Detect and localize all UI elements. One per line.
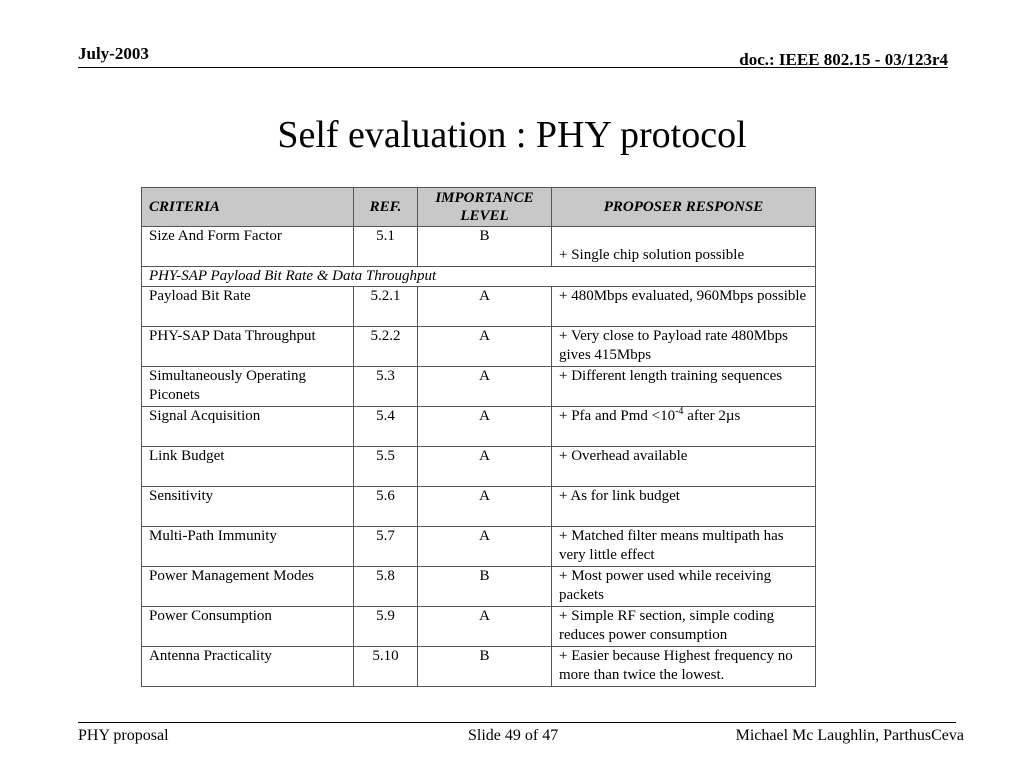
criteria-cell: Link Budget xyxy=(142,447,354,487)
criteria-cell: Multi-Path Immunity xyxy=(142,527,354,567)
slide-number: Slide 49 of 47 xyxy=(468,727,559,744)
ref-cell: 5.6 xyxy=(354,487,418,527)
header-criteria: CRITERIA xyxy=(142,188,354,227)
criteria-cell: Simultaneously Operating Piconets xyxy=(142,367,354,407)
importance-cell: A xyxy=(418,327,552,367)
response-cell: + Most power used while receiving packets xyxy=(552,567,816,607)
table-row xyxy=(142,227,816,267)
slide-title: Self evaluation : PHY protocol xyxy=(277,114,747,156)
importance-cell: A xyxy=(418,487,552,527)
criteria-cell: PHY-SAP Data Throughput xyxy=(142,327,354,367)
section-heading: PHY-SAP Payload Bit Rate & Data Throughput xyxy=(142,267,816,287)
header-doc-id: doc.: IEEE 802.15 - 03/123r4 xyxy=(739,50,948,69)
table-row xyxy=(142,527,816,567)
criteria-cell: Sensitivity xyxy=(142,487,354,527)
importance-cell: B xyxy=(418,647,552,687)
importance-cell: A xyxy=(418,607,552,647)
ref-cell: 5.7 xyxy=(354,527,418,567)
response-cell: + Matched filter means multipath has very little effect xyxy=(552,527,816,567)
importance-cell: B xyxy=(418,227,552,267)
ref-cell: 5.1 xyxy=(354,227,418,267)
section-row xyxy=(142,267,816,287)
response-cell xyxy=(552,407,816,447)
table-header-row xyxy=(142,188,816,227)
criteria-cell: Size And Form Factor xyxy=(142,227,354,267)
criteria-cell: Signal Acquisition xyxy=(142,407,354,447)
ref-cell: 5.2.2 xyxy=(354,327,418,367)
ref-cell: 5.4 xyxy=(354,407,418,447)
response-cell: + Very close to Payload rate 480Mbps gives 415Mbps xyxy=(552,327,816,367)
header-importance: IMPORTANCE LEVEL xyxy=(418,188,552,227)
ref-cell: 5.3 xyxy=(354,367,418,407)
response-cell: + 480Mbps evaluated, 960Mbps possible xyxy=(552,287,816,327)
footer-author: Michael Mc Laughlin, ParthusCeva xyxy=(735,727,964,744)
importance-cell: A xyxy=(418,287,552,327)
ref-cell: 5.9 xyxy=(354,607,418,647)
table-row xyxy=(142,287,816,327)
criteria-cell: Payload Bit Rate xyxy=(142,287,354,327)
importance-cell: A xyxy=(418,447,552,487)
response-cell: + As for link budget xyxy=(552,487,816,527)
response-cell: + Overhead available xyxy=(552,447,816,487)
evaluation-table xyxy=(141,187,816,687)
footer-rule xyxy=(78,722,956,723)
criteria-cell: Power Consumption xyxy=(142,607,354,647)
ref-cell: 5.10 xyxy=(354,647,418,687)
importance-cell: A xyxy=(418,527,552,567)
ref-cell: 5.8 xyxy=(354,567,418,607)
ref-cell: 5.2.1 xyxy=(354,287,418,327)
criteria-cell: Antenna Practicality xyxy=(142,647,354,687)
criteria-cell: Power Management Modes xyxy=(142,567,354,607)
header-ref: REF. xyxy=(354,188,418,227)
response-text-tail: after 2µs xyxy=(683,408,741,424)
header-response: PROPOSER RESPONSE xyxy=(552,188,816,227)
response-text: + Single chip solution possible xyxy=(559,247,745,263)
table-row xyxy=(142,607,816,647)
table-row xyxy=(142,647,816,687)
ref-cell: 5.5 xyxy=(354,447,418,487)
table-row xyxy=(142,327,816,367)
response-cell xyxy=(552,227,816,267)
response-cell: + Simple RF section, simple coding reduces power consumption xyxy=(552,607,816,647)
header-date: July-2003 xyxy=(78,44,149,63)
response-text: + Pfa and Pmd <10 xyxy=(559,408,676,424)
importance-cell: A xyxy=(418,367,552,407)
importance-cell: B xyxy=(418,567,552,607)
importance-cell: A xyxy=(418,407,552,447)
table-row xyxy=(142,567,816,607)
table-row xyxy=(142,407,816,447)
exponent: -4 xyxy=(675,406,684,417)
response-cell: + Easier because Highest frequency no more than twice the lowest. xyxy=(552,647,816,687)
table-row xyxy=(142,447,816,487)
response-cell: + Different length training sequences xyxy=(552,367,816,407)
table-row xyxy=(142,487,816,527)
table-row xyxy=(142,367,816,407)
header-rule xyxy=(78,67,948,68)
footer-left: PHY proposal xyxy=(78,727,169,744)
